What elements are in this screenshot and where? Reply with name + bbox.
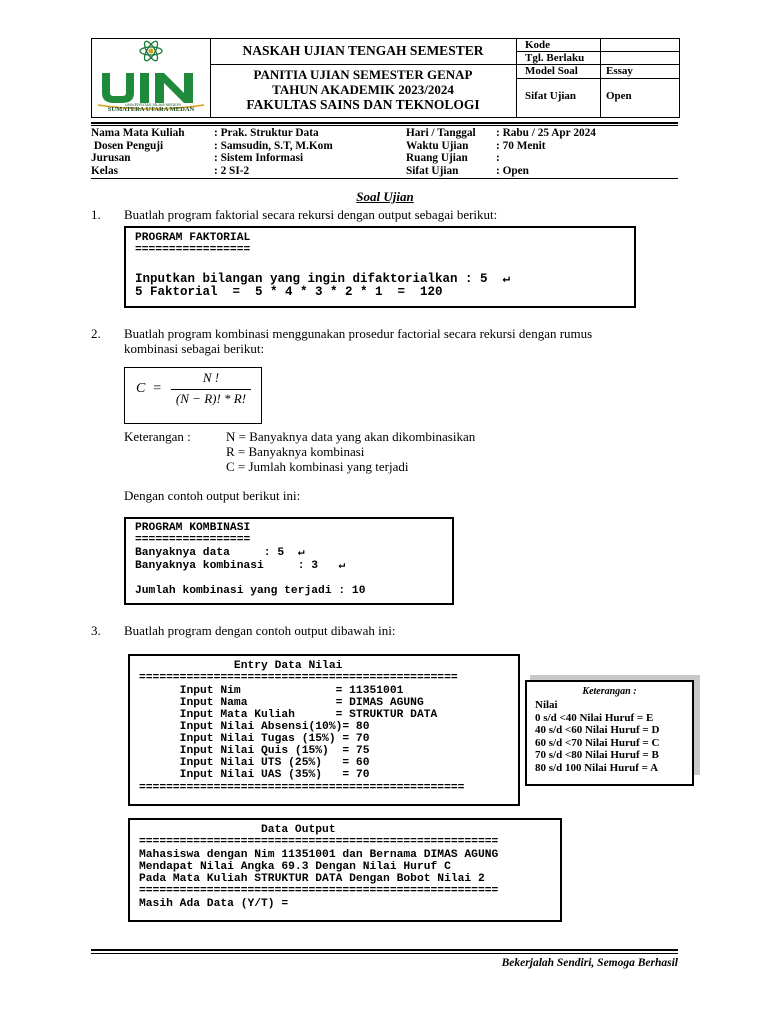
data-output-line: Mahasiswa dengan Nim 11351001 dan Bernama DIMAS AGUNG [139, 849, 499, 861]
keterangan-box-line: 70 s/d <80 Nilai Huruf = B [535, 749, 659, 761]
info-right-values [496, 127, 596, 177]
info-value: : 2 SI-2 [214, 164, 250, 177]
formula-c: C = [136, 381, 162, 396]
data-output-line: ===================================================== [139, 885, 499, 897]
data-output-line: Masih Ada Data (Y/T) = [139, 898, 289, 910]
data-output-line: Mendapat Nilai Angka 69.3 Dengan Nilai Huruf C [139, 861, 451, 873]
q1-output-line: Inputkan bilangan yang ingin difaktorialkan : 5 ↵ [135, 272, 511, 286]
info-value: : Prak. Struktur Data [214, 127, 319, 139]
model-soal-label: Model Soal [525, 65, 578, 77]
model-soal-value: Essay [606, 65, 633, 77]
entry-line: Input Nilai Quis (15%) = 75 [139, 745, 370, 757]
info-label: Hari / Tanggal [406, 127, 476, 139]
soal-title: Soal Ujian [356, 189, 414, 204]
entry-line: Input Nama = DIMAS AGUNG [139, 697, 424, 709]
entry-line: Input Nilai Tugas (15%) = 70 [139, 733, 370, 745]
entry-line: Input Nilai UAS (35%) = 70 [139, 769, 370, 781]
footer-text: Bekerjalah Sendiri, Semoga Berhasil [501, 957, 678, 969]
formula-denominator: (N − R)! * R! [175, 391, 247, 406]
data-output-line: Pada Mata Kuliah STRUKTUR DATA Dengan Bobot Nilai 2 [139, 873, 485, 885]
info-label: Nama Mata Kuliah [91, 127, 185, 139]
formula-numerator: N ! [202, 370, 220, 385]
info-value: : Samsudin, S.T, M.Kom [214, 139, 333, 152]
keterangan-line: N = Banyaknya data yang akan dikombinasikan [226, 429, 476, 444]
logo-text: SUMATERA UTARA MEDAN [107, 106, 195, 113]
info-label: Kelas [91, 164, 118, 177]
university-logo [94, 39, 208, 117]
keterangan-box-line: 40 s/d <60 Nilai Huruf = D [535, 724, 660, 736]
entry-line: ================================================ [139, 782, 465, 794]
q1-output-line: 5 Faktorial = 5 * 4 * 3 * 2 * 1 = 120 [135, 285, 443, 299]
q2-output-box [124, 517, 454, 605]
entry-line: Input Mata Kuliah = STRUKTUR DATA [139, 709, 438, 721]
data-output-line: Data Output [139, 824, 336, 836]
info-rule [91, 178, 678, 179]
info-value: : Sistem Informasi [214, 152, 304, 164]
entry-line: =============================================== [139, 672, 458, 684]
info-label: Jurusan [91, 152, 131, 164]
tgl-berlaku-label: Tgl. Berlaku [525, 52, 585, 64]
q1-text: Buatlah program faktorial secara rekursi dengan output sebagai berikut: [124, 207, 498, 222]
faculty-title: FAKULTAS SAINS DAN TEKNOLOGI [246, 97, 480, 112]
q2-number: 2. [91, 326, 101, 341]
entry-line: Input Nilai UTS (25%) = 60 [139, 757, 370, 769]
keterangan-line: C = Jumlah kombinasi yang terjadi [226, 459, 409, 474]
entry-line: Input Nilai Absensi(10%)= 80 [139, 721, 370, 733]
q2-output-line: Banyaknya kombinasi : 3 ↵ [135, 560, 346, 572]
entry-line: Entry Data Nilai [139, 660, 343, 672]
q2-text-line1: Buatlah program kombinasi menggunakan prosedur factorial secara rekursi dengan rumus [124, 326, 593, 341]
sifat-ujian-label: Sifat Ujian [525, 90, 577, 102]
q2-output-line: Jumlah kombinasi yang terjadi : 10 [135, 585, 366, 597]
q2-output-line: ================= [135, 534, 251, 546]
keterangan-box-line: Nilai [535, 699, 558, 711]
info-label: Ruang Ujian [406, 152, 468, 164]
sifat-ujian-value: Open [606, 90, 632, 102]
academic-year: TAHUN AKADEMIK 2023/2024 [272, 82, 454, 97]
footer-rule-top [91, 949, 678, 951]
q1-output-line: PROGRAM FAKTORIAL [135, 232, 251, 244]
committee-title: PANITIA UJIAN SEMESTER GENAP [253, 67, 473, 82]
q2-output-line: Banyaknya data : 5 ↵ [135, 547, 305, 559]
q1-output-line: ================= [135, 244, 251, 256]
exam-title: NASKAH UJIAN TENGAH SEMESTER [242, 43, 484, 58]
keterangan-label: Keterangan : [124, 429, 191, 444]
info-left-values [214, 127, 333, 177]
q3-number: 3. [91, 623, 101, 638]
keterangan-box-title: Keterangan : [582, 686, 637, 697]
q2-text-line2: kombinasi sebagai berikut: [124, 341, 265, 356]
entry-line: Input Nim = 11351001 [139, 685, 404, 697]
data-output-line: ===================================================== [139, 836, 499, 848]
info-value: : Rabu / 25 Apr 2024 [496, 127, 596, 139]
footer-rule-bottom [91, 953, 678, 954]
info-left-labels [91, 127, 185, 177]
header-rule-top [91, 122, 678, 124]
q3-text: Buatlah program dengan contoh output dibawah ini: [124, 623, 396, 638]
info-label: Waktu Ujian [406, 139, 469, 152]
keterangan-box-line: 60 s/d <70 Nilai Huruf = C [535, 737, 660, 749]
entry-data-box [128, 654, 520, 806]
q2-output-line: PROGRAM KOMBINASI [135, 522, 251, 534]
info-right-labels [406, 127, 476, 177]
q1-number: 1. [91, 207, 101, 222]
q2-contoh-text: Dengan contoh output berikut ini: [124, 488, 301, 503]
info-value: : Open [496, 164, 529, 177]
logo-small-text: UNIVERSITAS ISLAM NEGERI [125, 102, 181, 107]
header-table [91, 38, 680, 118]
formula-box [124, 367, 262, 424]
keterangan-box [525, 680, 694, 786]
keterangan-box-line: 80 s/d 100 Nilai Huruf = A [535, 762, 659, 774]
info-label: Dosen Penguji [91, 139, 164, 152]
info-value: : [496, 152, 500, 164]
kode-label: Kode [525, 39, 551, 51]
data-output-box [128, 818, 562, 922]
header-rule-bottom [91, 125, 678, 126]
keterangan-line: R = Banyaknya kombinasi [226, 444, 365, 459]
info-label: Sifat Ujian [406, 164, 459, 177]
q1-output-box [124, 226, 636, 308]
formula-fraction-bar [171, 389, 251, 390]
info-value: : 70 Menit [496, 139, 546, 152]
keterangan-box-line: 0 s/d <40 Nilai Huruf = E [535, 712, 654, 724]
